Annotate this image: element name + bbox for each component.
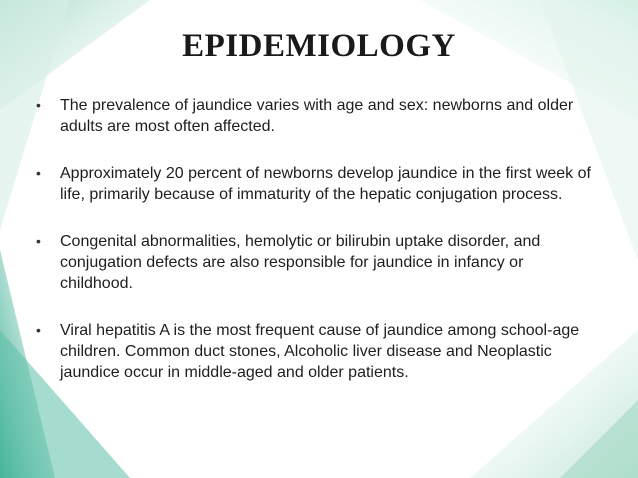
bullet-item [36,231,596,294]
bullet-icon: • [36,165,41,181]
slide-title: EPIDEMIOLOGY [182,28,456,64]
bullet-icon: • [36,322,41,338]
bullet-item [36,95,596,137]
bullet-text: Congenital abnormalities, hemolytic or bilirubin uptake disorder, and conjugation defects are also responsible for jaundice in infancy or childhood. [60,233,541,292]
bullet-item [36,320,596,383]
bullet-text: The prevalence of jaundice varies with age and sex: newborns and older adults are most often affected. [60,97,574,135]
bullet-text: Viral hepatitis A is the most frequent cause of jaundice among school-age children. Common duct stones, Alcoholic liver disease and Neoplastic jaundice occur in middle-aged and older patients. [60,322,580,381]
bullet-list [36,95,596,409]
bullet-text: Approximately 20 percent of newborns develop jaundice in the first week of life, primarily because of immaturity of the hepatic conjugation process. [60,165,591,203]
bullet-item [36,163,596,205]
bullet-icon: • [36,233,41,249]
bullet-icon: • [36,97,41,113]
